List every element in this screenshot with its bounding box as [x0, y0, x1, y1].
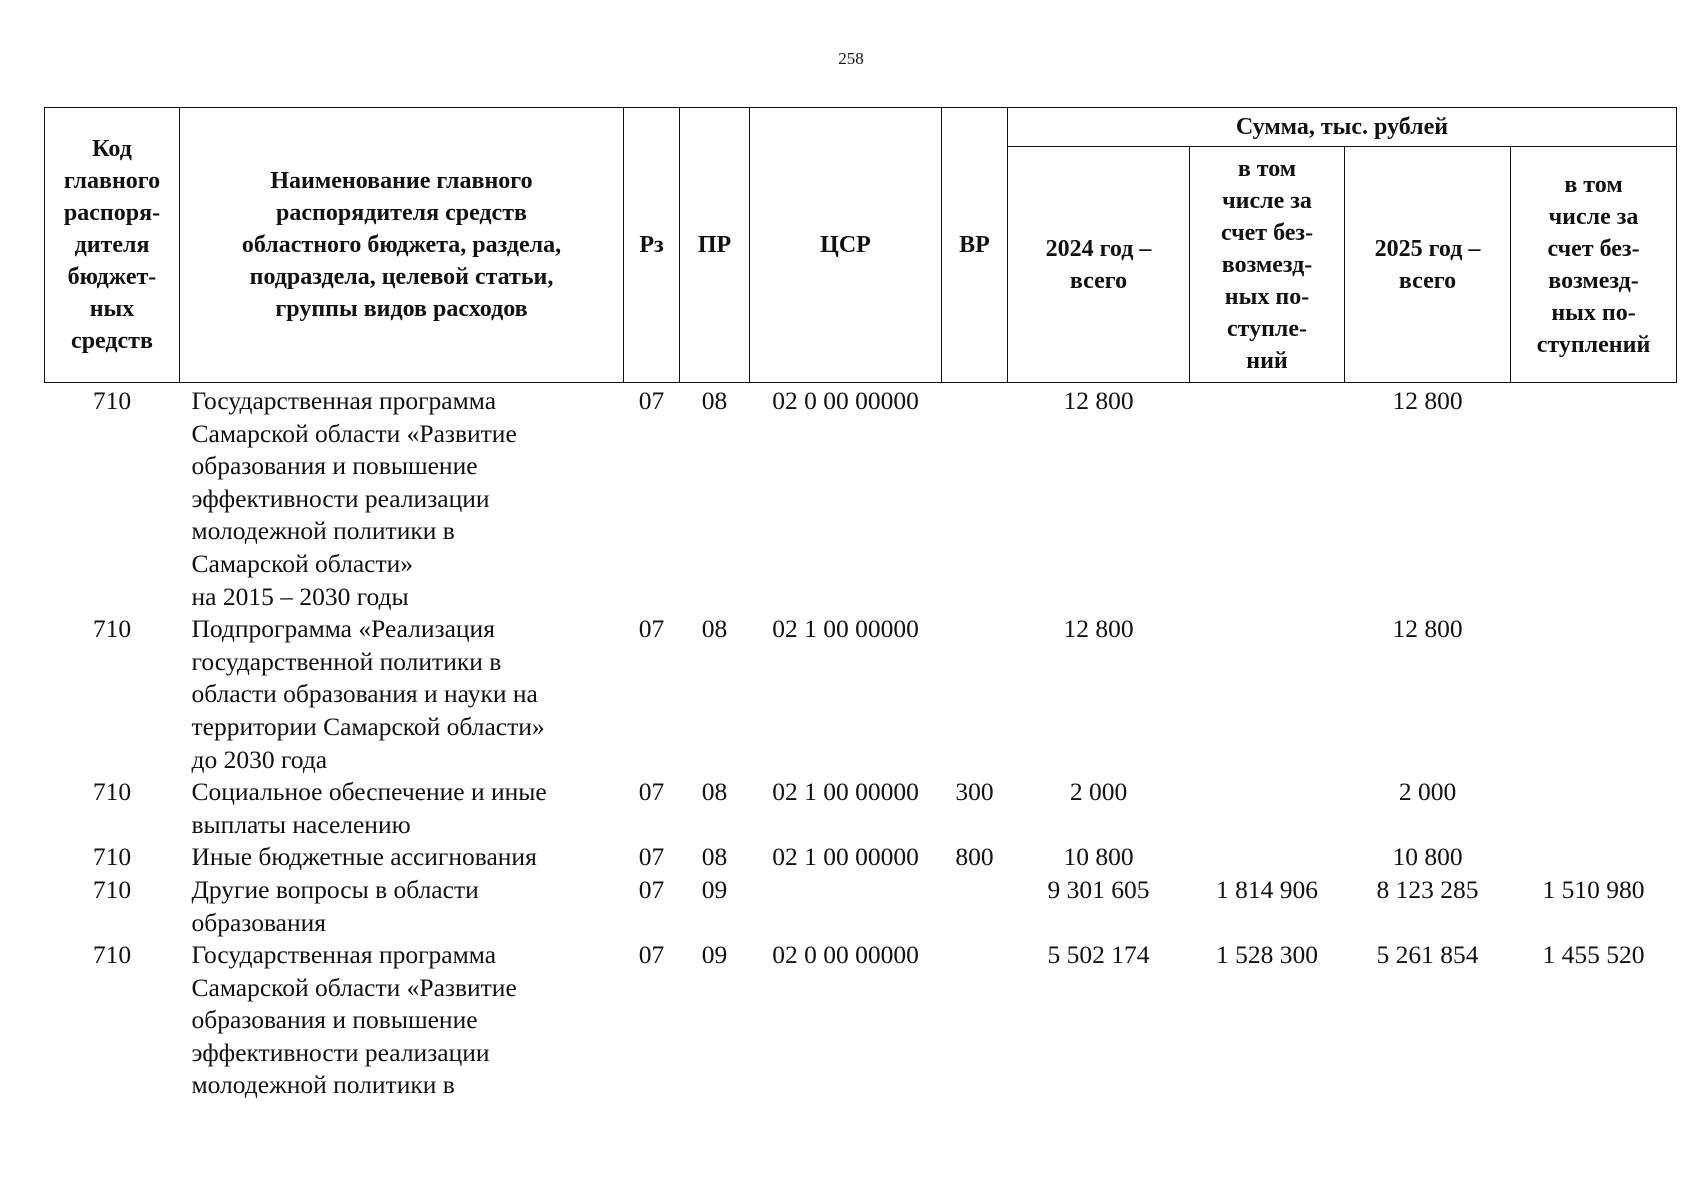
table-row [45, 776, 1677, 841]
row-rz: 07 [638, 874, 665, 904]
table-body [45, 383, 1677, 1103]
budget-table [44, 107, 1677, 1102]
page-number: 258 [838, 49, 864, 68]
table-header [45, 108, 1677, 383]
row-pr: 09 [701, 940, 728, 970]
header-2025-total: 2025 год – всего [1345, 147, 1511, 383]
table-row [45, 939, 1677, 1102]
row-2025-free: 1 510 980 [1542, 874, 1645, 904]
row-name: Социальное обеспечение и иные выплаты населению [191, 777, 547, 839]
row-name: Подпрограмма «Реализация государственной политики в области образования и науки на территории Самарской области» до 2030 года [191, 614, 545, 774]
row-2025-total: 5 261 854 [1376, 940, 1479, 970]
row-vr [942, 939, 1008, 1102]
row-2025-total: 12 800 [1392, 386, 1463, 415]
row-name: Государственная программа Самарской области «Развитие образования и повышение эффективности реализации молодежной политики в [191, 940, 517, 1100]
row-code: 710 [92, 874, 132, 904]
row-pr: 08 [701, 614, 728, 644]
row-2024-total: 10 800 [1063, 842, 1134, 872]
table-row [45, 841, 1677, 874]
row-2025-free: 1 455 520 [1542, 940, 1645, 970]
table-row [45, 383, 1677, 614]
header-2025-free: в том числе за счет без- возмезд- ных по- ступлений [1511, 147, 1677, 383]
header-csr: ЦСР [750, 108, 942, 383]
row-csr: 02 1 00 00000 [772, 777, 919, 807]
row-vr: 300 [955, 777, 994, 807]
row-pr: 08 [701, 842, 728, 872]
row-2024-total: 12 800 [1063, 386, 1134, 415]
header-name: Наименование главного распорядителя средств областного бюджета, раздела, подраздела, целевой статьи, группы видов расходов [180, 108, 624, 383]
row-rz: 07 [638, 842, 665, 872]
row-vr: 800 [955, 842, 994, 872]
header-pr: ПР [680, 108, 750, 383]
row-name: Государственная программа Самарской области «Развитие образования и повышение эффективности реализации молодежной политики в Самарской области» на 2015 – 2030 годы [191, 386, 517, 611]
row-2025-total: 12 800 [1392, 614, 1463, 644]
row-csr: 02 0 00 00000 [772, 940, 919, 970]
row-pr: 08 [701, 777, 728, 807]
row-vr [942, 874, 1008, 939]
row-csr: 02 0 00 00000 [772, 386, 919, 415]
row-code: 710 [92, 614, 132, 644]
row-2025-total: 8 123 285 [1376, 874, 1479, 904]
header-vr: ВР [942, 108, 1008, 383]
row-2024-total: 9 301 605 [1047, 874, 1150, 904]
row-pr: 08 [701, 386, 728, 415]
header-sum-title: Сумма, тыс. рублей [1008, 108, 1677, 147]
row-2024-free [1190, 776, 1345, 841]
row-pr: 09 [701, 874, 728, 904]
row-2025-total: 2 000 [1398, 777, 1457, 807]
row-2025-free [1511, 776, 1677, 841]
row-code: 710 [92, 777, 132, 807]
row-2024-free [1190, 613, 1345, 776]
table-row [45, 613, 1677, 776]
row-rz: 07 [638, 777, 665, 807]
row-csr: 02 1 00 00000 [772, 614, 919, 644]
row-code: 710 [92, 842, 132, 872]
row-rz: 07 [638, 614, 665, 644]
row-2025-free [1511, 613, 1677, 776]
row-2025-free [1511, 383, 1677, 614]
row-2024-total: 2 000 [1069, 777, 1128, 807]
row-2024-free [1190, 383, 1345, 614]
row-2025-free [1511, 841, 1677, 874]
header-2024-free: в том числе за счет без- возмезд- ных по- ступле- ний [1190, 147, 1345, 383]
row-code: 710 [92, 386, 132, 415]
row-vr [942, 383, 1008, 614]
header-rz: Рз [624, 108, 680, 383]
row-code: 710 [92, 940, 132, 970]
row-2024-total: 12 800 [1063, 614, 1134, 644]
row-name: Иные бюджетные ассигнования [191, 842, 537, 872]
row-csr: 02 1 00 00000 [772, 842, 919, 872]
row-2024-free: 1 814 906 [1216, 874, 1318, 904]
row-rz: 07 [638, 940, 665, 970]
row-2025-total: 10 800 [1392, 842, 1463, 872]
table-row [45, 874, 1677, 939]
row-2024-free [1190, 841, 1345, 874]
header-code: Код главного распоря- дителя бюджет- ных средств [45, 108, 180, 383]
header-2024-total: 2024 год – всего [1008, 147, 1190, 383]
row-csr [750, 874, 942, 939]
row-2024-total: 5 502 174 [1047, 940, 1150, 970]
row-2024-free: 1 528 300 [1216, 940, 1318, 970]
row-vr [942, 613, 1008, 776]
row-name: Другие вопросы в области образования [191, 874, 479, 937]
row-rz: 07 [638, 386, 665, 415]
